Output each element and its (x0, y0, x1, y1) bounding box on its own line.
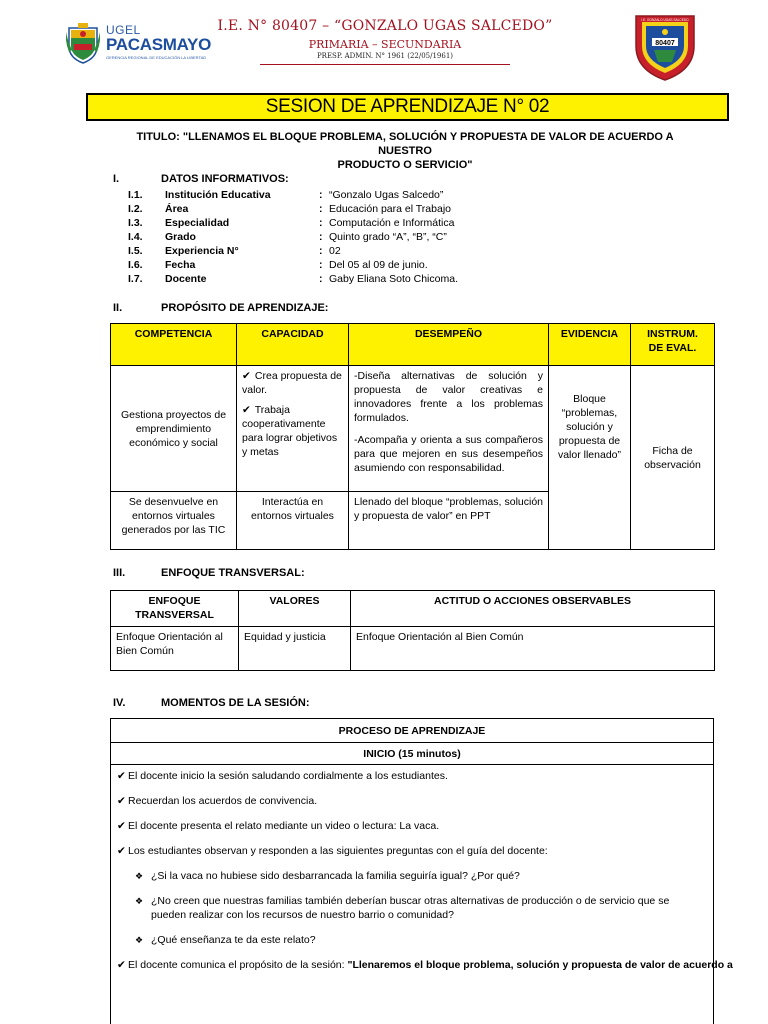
info-colon: : (319, 245, 323, 257)
question-text: ¿Qué enseñanza te da este relato? (151, 934, 316, 946)
table-header-row (111, 743, 714, 765)
momentos-table (110, 718, 733, 1024)
list-item-text: El docente comunica el propósito de la sesión: (128, 959, 348, 971)
diamond-bullet-icon: ❖ (135, 871, 144, 881)
info-colon: : (319, 203, 323, 215)
session-topic-line1: TITULO: "LLENAMOS EL BLOQUE PROBLEMA, SOLUCIÓN Y PROPUESTA DE VALOR DE ACUERDO A NUESTRO (136, 131, 674, 157)
desempeno-text: -Acompaña y orienta a sus compañeros para que mejoren en sus desempeños asumiendo con responsabilidad. (354, 434, 543, 474)
cell-enfoque: Enfoque Orientación al Bien Común (111, 627, 239, 671)
list-item-text: Los estudiantes observan y responden a las siguientes preguntas con el guía del docente: (128, 845, 548, 857)
col-header-actitud: ACTITUD O ACCIONES OBSERVABLES (351, 591, 715, 627)
crest-text-top: I.E. GONZALO UGAS SALCEDO (641, 18, 689, 22)
section-label: MOMENTOS DE LA SESIÓN: (161, 697, 310, 709)
question-item (117, 894, 707, 922)
list-item (117, 794, 707, 808)
ugel-name: UGEL (106, 23, 141, 37)
info-row (128, 259, 688, 272)
col-header-enfoque: ENFOQUE TRANSVERSAL (111, 591, 239, 627)
ugel-text (106, 24, 211, 61)
info-colon: : (319, 231, 323, 243)
cell-valores: Equidad y justicia (239, 627, 351, 671)
section-number: III. (113, 567, 126, 579)
section-label: ENFOQUE TRANSVERSAL: (161, 567, 305, 579)
info-row (128, 273, 688, 286)
info-key: Grado (165, 231, 196, 243)
info-value: Educación para el Trabajo (329, 203, 451, 215)
ugel-logo (66, 22, 216, 66)
info-row (128, 189, 688, 202)
info-number: I.3. (128, 217, 143, 229)
ugel-subtitle: GERENCIA REGIONAL DE EDUCACIÓN LA LIBERTAD (106, 55, 207, 60)
list-item (117, 958, 733, 972)
check-icon: ✔ (242, 404, 251, 416)
info-key: Docente (165, 273, 207, 285)
question-text: ¿Si la vaca no hubiese sido desbarrancada la familia seguiría igual? ¿Por qué? (151, 870, 520, 882)
info-number: I.1. (128, 189, 143, 201)
school-crest-icon (634, 12, 696, 82)
info-row (128, 217, 688, 230)
table-row (111, 366, 715, 492)
check-icon: ✔ (117, 820, 126, 832)
desempeno-text: -Diseña alternativas de solución y propuesta de valor creativas e innovadores frente a los problemas formulados. (354, 370, 543, 424)
cell-actitud: Enfoque Orientación al Bien Común (351, 627, 715, 671)
cell-competencia: Se desenvuelve en entornos virtuales generados por las TIC (111, 492, 237, 550)
table-header-row (111, 324, 715, 366)
info-colon: : (319, 217, 323, 229)
info-number: I.5. (128, 245, 143, 257)
col-header-valores: VALORES (239, 591, 351, 627)
list-item-text: Recuerdan los acuerdos de convivencia. (128, 795, 318, 807)
col-header-desempeno: DESEMPEÑO (349, 324, 549, 366)
proceso-header: PROCESO DE APRENDIZAJE (111, 719, 714, 743)
school-resolution: PRESP. ADMIN. N° 1961 (22/05/1961) (316, 52, 454, 60)
info-number: I.4. (128, 231, 143, 243)
enfoque-table (110, 590, 715, 671)
col-header-competencia: COMPETENCIA (111, 324, 237, 366)
question-text: ¿No creen que nuestras familias también deberían buscar otras alternativas de producción o de servicio que se pueden realizar con los recursos de nuestro barrio o comunidad? (151, 895, 670, 921)
session-title: SESION DE APRENDIZAJE N° 02 (86, 93, 729, 121)
info-colon: : (319, 259, 323, 271)
info-key: Área (165, 203, 189, 215)
table-header-row (111, 591, 715, 627)
ugel-region: PACASMAYO (106, 35, 211, 54)
inicio-body (111, 765, 733, 1024)
check-icon: ✔ (117, 845, 126, 857)
info-number: I.2. (128, 203, 143, 215)
crest-number: 80407 (655, 40, 675, 47)
section-label: PROPÓSITO DE APRENDIZAJE: (161, 302, 329, 314)
table-row (111, 765, 714, 1024)
header-divider (260, 64, 510, 65)
info-colon: : (319, 189, 323, 201)
school-levels: PRIMARIA – SECUNDARIA (308, 38, 462, 51)
list-item (117, 819, 707, 833)
section-number: II. (113, 302, 123, 314)
col-header-capacidad: CAPACIDAD (237, 324, 349, 366)
page-header (0, 0, 768, 82)
info-value: “Gonzalo Ugas Salcedo” (329, 189, 444, 201)
section-label: DATOS INFORMATIVOS: (161, 173, 289, 185)
session-topic-line2: PRODUCTO O SERVICIO" (337, 159, 473, 171)
info-key: Institución Educativa (165, 189, 271, 201)
table-row (111, 627, 715, 671)
ugel-shield-icon (66, 22, 100, 64)
diamond-bullet-icon: ❖ (135, 935, 144, 945)
proposito-table (110, 323, 715, 550)
check-icon: ✔ (117, 959, 126, 971)
info-value: Del 05 al 09 de junio. (329, 259, 428, 271)
info-row (128, 231, 688, 244)
info-row (128, 245, 688, 258)
info-key: Especialidad (165, 217, 230, 229)
list-item-text: El docente presenta el relato mediante un video o lectura: La vaca. (128, 820, 440, 832)
cell-instrumento: Ficha de observación (631, 366, 715, 550)
capacidad-text: Crea propuesta de valor. (242, 370, 342, 396)
capacidad-item (242, 403, 343, 459)
cell-evidencia: Bloque “problemas, solución y propuesta de valor llenado” (549, 366, 631, 550)
check-icon: ✔ (117, 770, 126, 782)
info-key: Experiencia N° (165, 245, 239, 257)
cell-desempeno (349, 366, 549, 492)
diamond-bullet-icon: ❖ (135, 896, 144, 906)
info-value: Computación e Informática (329, 217, 455, 229)
section-number: IV. (113, 697, 126, 709)
cell-capacidad: Interactúa en entornos virtuales (237, 492, 349, 550)
check-icon: ✔ (117, 795, 126, 807)
list-item-text: El docente inicio la sesión saludando cordialmente a los estudiantes. (128, 770, 448, 782)
list-item (117, 844, 707, 858)
cell-desempeno: Llenado del bloque “problemas, solución y propuesta de valor” en PPT (349, 492, 549, 550)
col-header-instrumento: INSTRUM. DE EVAL. (631, 324, 715, 366)
question-item (117, 869, 707, 883)
section-number: I. (113, 173, 120, 185)
info-value: Gaby Eliana Soto Chicoma. (329, 273, 458, 285)
info-value: Quinto grado “A”, “B”, “C” (329, 231, 447, 243)
proposito-statement: "Llenaremos el bloque problema, solución y propuesta de valor de acuerdo a (347, 959, 733, 971)
check-icon: ✔ (242, 370, 251, 382)
info-colon: : (319, 273, 323, 285)
col-header-evidencia: EVIDENCIA (549, 324, 631, 366)
session-topic-title (110, 130, 700, 172)
info-number: I.6. (128, 259, 143, 271)
info-key: Fecha (165, 259, 196, 271)
info-number: I.7. (128, 273, 143, 285)
school-title: I.E. N° 80407 – “GONZALO UGAS SALCEDO” (217, 18, 553, 34)
info-row (128, 203, 688, 216)
table-header-row (111, 719, 714, 743)
inicio-header: INICIO (15 minutos) (111, 743, 714, 765)
cell-competencia: Gestiona proyectos de emprendimiento económico y social (111, 366, 237, 492)
info-value: 02 (329, 245, 341, 257)
capacidad-text: Trabaja cooperativamente para lograr objetivos y metas (242, 404, 338, 458)
capacidad-item (242, 369, 343, 397)
question-item (117, 933, 707, 947)
cell-capacidad (237, 366, 349, 492)
list-item (117, 769, 707, 783)
